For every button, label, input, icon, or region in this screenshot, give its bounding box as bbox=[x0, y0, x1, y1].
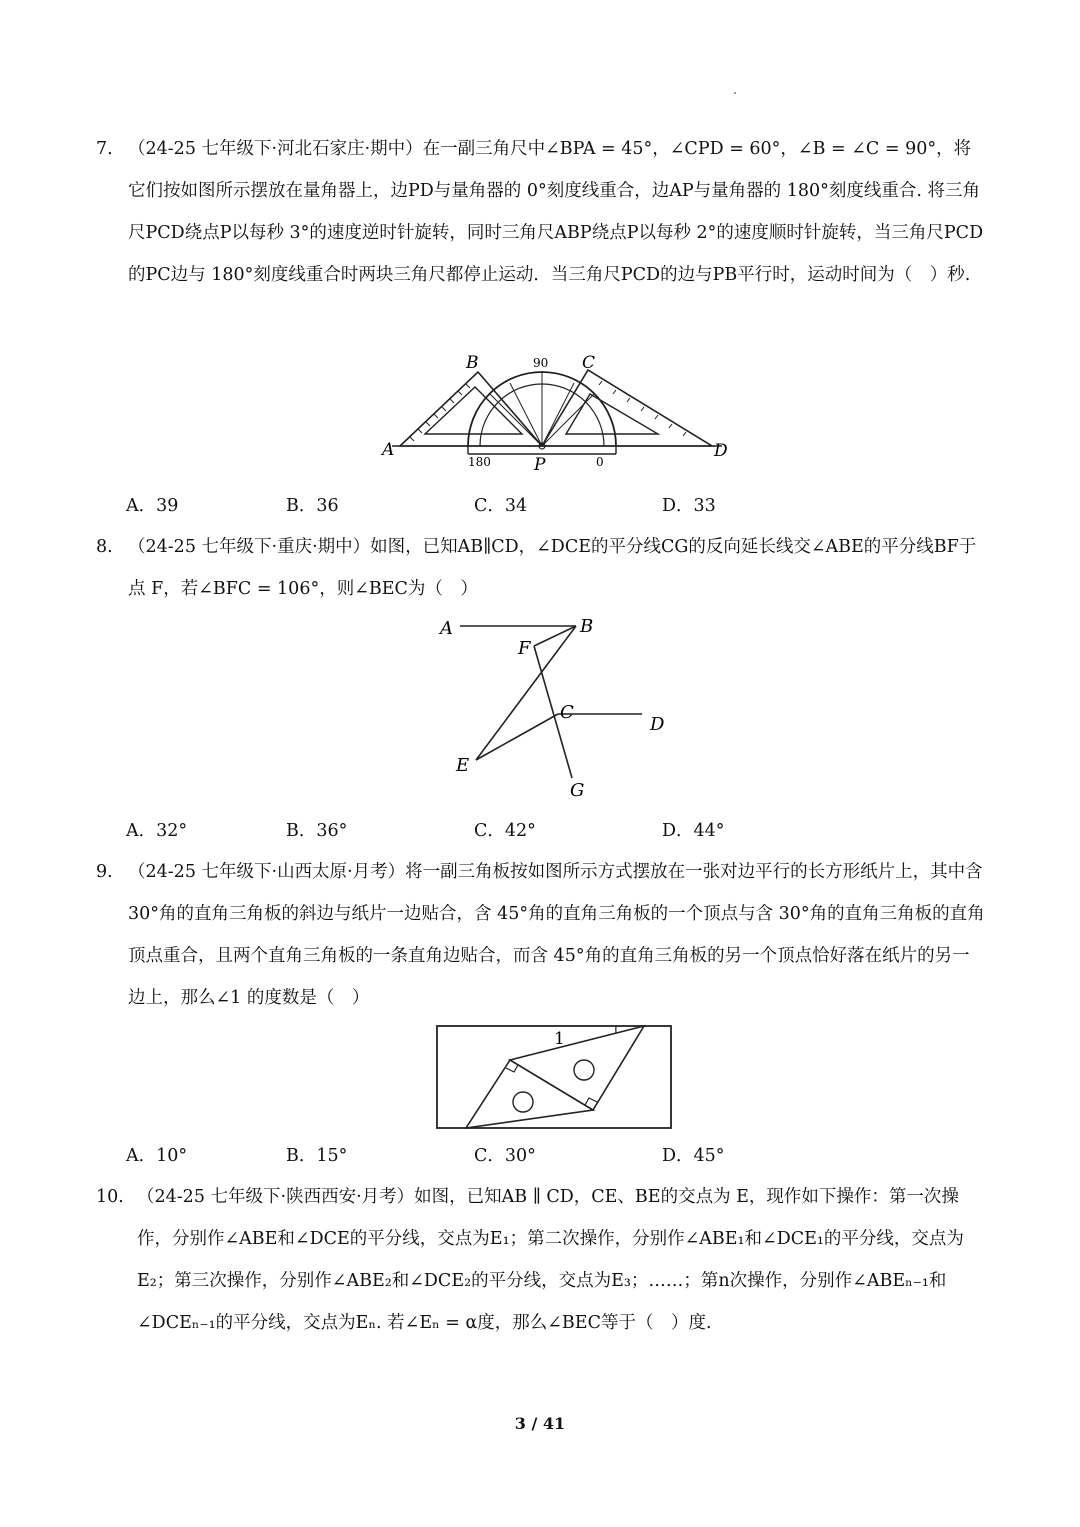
option-b[interactable]: B．36 bbox=[286, 496, 339, 516]
figure-parallel-lines bbox=[430, 608, 680, 808]
figure-protractor-triangles bbox=[370, 350, 750, 475]
label-p: P bbox=[534, 455, 546, 475]
option-d[interactable]: D．33 bbox=[662, 496, 716, 516]
label-180: 180 bbox=[468, 455, 491, 469]
label-0: 0 bbox=[596, 455, 604, 469]
label-c: C bbox=[582, 353, 596, 373]
label-b: B bbox=[580, 616, 594, 637]
question-text: （24-25 七年级下·河北石家庄·期中）在一副三角尺中∠BPA = 45°，∠CPD = 60°，∠B = ∠C = 90°，将它们按如图所示摆放在量角器上，边PD与量角器的 0°刻度线重合，边AP与量角器的 180°刻度线重合. 将三角尺PCD绕点P以每秒 3°的速度逆时针旋转，同时三角尺ABP绕点P以每秒 2°的速度顺时针旋转，当三角尺PCD的PC边与 180°刻度线重合时两块三角尺都停止运动．当三角尺PCD的边与PB平行时，运动时间为（ ）秒. bbox=[128, 139, 984, 285]
label-e: E bbox=[456, 755, 470, 776]
question-8-options bbox=[126, 817, 926, 847]
option-c[interactable]: C．34 bbox=[474, 496, 528, 516]
question-7 bbox=[96, 128, 986, 296]
page-number: 3 / 41 bbox=[514, 1414, 566, 1433]
triangle-abp bbox=[400, 372, 542, 446]
label-g: G bbox=[570, 780, 585, 801]
question-number: 8. bbox=[96, 537, 113, 557]
option-a[interactable]: A．32° bbox=[126, 821, 188, 841]
label-a: A bbox=[440, 618, 453, 639]
segment-bf bbox=[534, 626, 576, 646]
option-c[interactable]: C．42° bbox=[474, 821, 536, 841]
question-9 bbox=[96, 851, 986, 1019]
label-angle-1: 1 bbox=[554, 1029, 565, 1049]
option-b[interactable]: B．36° bbox=[286, 821, 348, 841]
label-d: D bbox=[650, 714, 665, 735]
question-text: （24-25 七年级下·山西太原·月考）将一副三角板按如图所示方式摆放在一张对边平行的长方形纸片上，其中含 30°角的直角三角板的斜边与纸片一边贴合，含 45°角的直角三角板的一个顶点与含 30°角的直角三角板的直角顶点重合，且两个直角三角板的一条直角边贴合，而含 45°角的直角三角板的另一个顶点恰好落在纸片的另一边上，那么∠1 的度数是（ ） bbox=[128, 862, 985, 1008]
label-b: B bbox=[466, 353, 479, 373]
option-d[interactable]: D．44° bbox=[662, 821, 725, 841]
segment-ec bbox=[476, 714, 558, 760]
scan-speck bbox=[734, 92, 736, 94]
label-d: D bbox=[714, 441, 728, 461]
question-number: 7. bbox=[96, 139, 113, 159]
figure-set-squares bbox=[436, 1024, 674, 1132]
question-text: （24-25 七年级下·重庆·期中）如图，已知AB∥CD，∠DCE的平分线CG的反向延长线交∠ABE的平分线BF于点 F，若∠BFC = 106°，则∠BEC为（ ） bbox=[128, 537, 977, 599]
option-a[interactable]: A．10° bbox=[126, 1146, 188, 1166]
question-9-options bbox=[126, 1142, 926, 1172]
hole-45 bbox=[513, 1092, 533, 1112]
triangle-30 bbox=[510, 1026, 644, 1110]
hole-30 bbox=[574, 1060, 594, 1080]
label-c: C bbox=[560, 702, 574, 723]
option-c[interactable]: C．30° bbox=[474, 1146, 536, 1166]
label-f: F bbox=[518, 638, 531, 659]
question-8 bbox=[96, 526, 986, 610]
label-90: 90 bbox=[533, 356, 549, 370]
label-a: A bbox=[382, 440, 395, 460]
option-d[interactable]: D．45° bbox=[662, 1146, 725, 1166]
triangle-cpd-inner bbox=[566, 394, 658, 434]
question-10 bbox=[96, 1176, 986, 1344]
question-text: （24-25 七年级下·陕西西安·月考）如图，已知AB ∥ CD，CE、BE的交点为 E，现作如下操作：第一次操作，分别作∠ABE和∠DCE的平分线，交点为E₁；第二次操作，分别作∠ABE₁和∠DCE₁的平分线，交点为E₂；第三次操作，分别作∠ABE₂和∠DCE₂的平分线，交点为E₃；……；第n次操作，分别作∠ABEₙ₋₁和∠DCEₙ₋₁的平分线，交点为Eₙ. 若∠Eₙ = α度，那么∠BEC等于（ ）度. bbox=[137, 1187, 964, 1333]
option-a[interactable]: A．39 bbox=[126, 496, 179, 516]
right-angle-mark-1 bbox=[506, 1065, 518, 1072]
question-number: 10. bbox=[96, 1187, 124, 1207]
right-angle-mark-2 bbox=[585, 1098, 597, 1105]
option-b[interactable]: B．15° bbox=[286, 1146, 348, 1166]
question-7-options bbox=[126, 492, 926, 522]
question-number: 9. bbox=[96, 862, 113, 882]
